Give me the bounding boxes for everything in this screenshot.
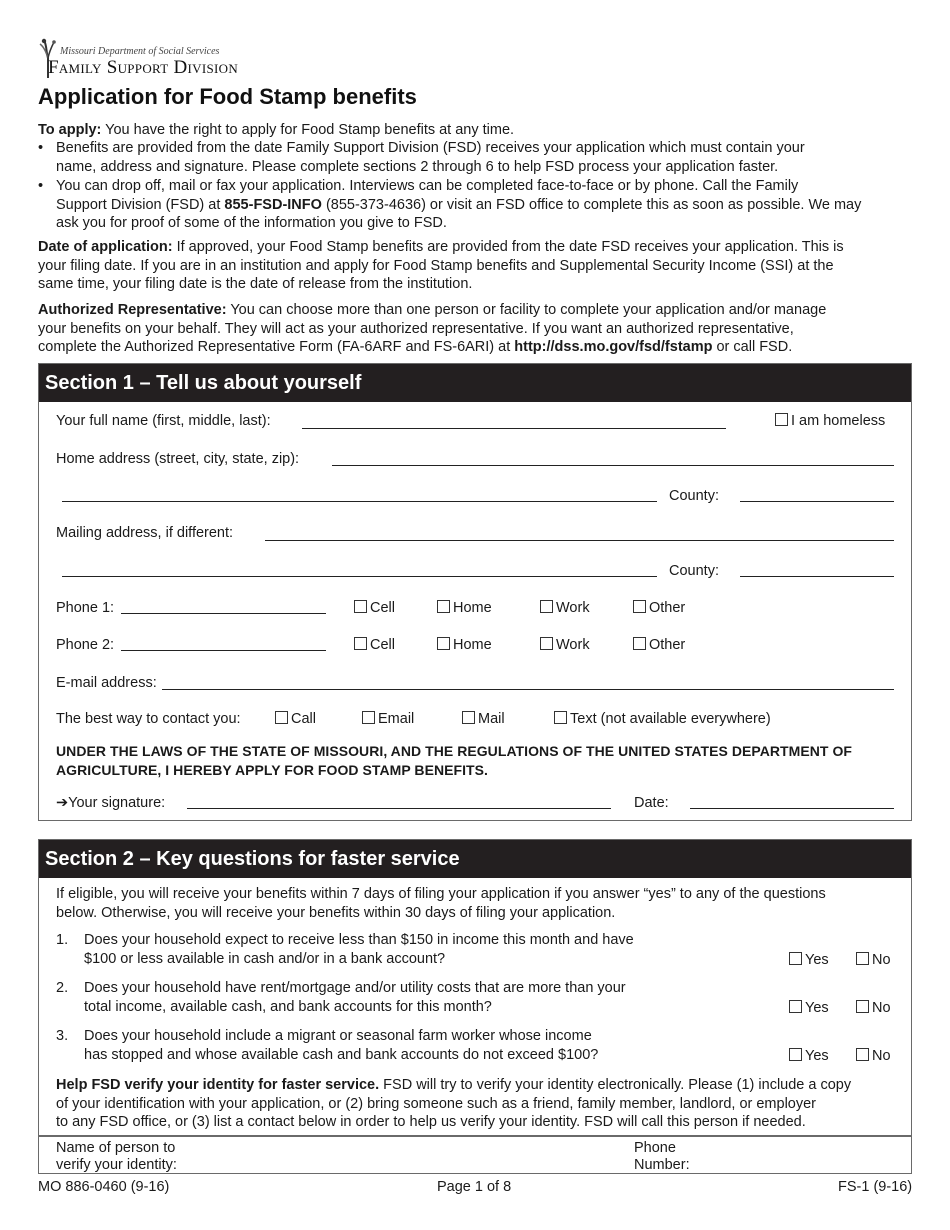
law-line2: AGRICULTURE, I HEREBY APPLY FOR FOOD STAMP BENEFITS. <box>56 761 488 778</box>
q3-yes-option[interactable] <box>789 1047 829 1066</box>
county-label: County: <box>669 563 719 579</box>
verify-name-line1: Name of person to <box>56 1140 176 1156</box>
arrow-right-icon: ➔ <box>56 795 69 811</box>
bullet-dot: • <box>38 178 44 194</box>
call-label: Call <box>291 711 316 727</box>
verify-name-line2: verify your identity: <box>56 1157 177 1173</box>
page-number: Page 1 of 8 <box>437 1179 512 1195</box>
cell-label: Cell <box>370 600 395 616</box>
home-address-field-2[interactable] <box>62 501 657 502</box>
form-number: MO 886-0460 (9-16) <box>38 1179 170 1195</box>
contact-email-option[interactable] <box>362 710 414 729</box>
verify-table-left-border <box>38 1136 39 1174</box>
verify-line3: to any FSD office, or (3) list a contact below in order to help us verify your identity. FSD will call this person if needed. <box>56 1114 806 1130</box>
yes-label: Yes <box>805 952 829 968</box>
bullet-dropoff <box>38 177 914 233</box>
verify-table-top-rule <box>38 1136 912 1137</box>
verify-table-right-border <box>911 1136 912 1174</box>
apply-text: You have the right to apply for Food Stamp benefits at any time. <box>101 122 515 138</box>
homeless-label: I am homeless <box>791 413 886 429</box>
question-2-number: 2. <box>56 980 69 996</box>
question-1 <box>84 931 634 968</box>
contact-text-option[interactable] <box>554 710 771 729</box>
homeless-option[interactable] <box>775 412 885 431</box>
section2-intro <box>56 885 826 922</box>
bullet-dot: • <box>38 140 44 156</box>
question-2-line1: Does your household have rent/mortgage and/or utility costs that are more than your <box>84 980 626 996</box>
signature-label <box>56 794 165 813</box>
full-name-field[interactable] <box>302 428 726 429</box>
verify-name-label <box>56 1140 177 1174</box>
bullet2-text-b: (855-373-4636) or visit an FSD office to complete this as soon as possible. We may <box>321 196 862 213</box>
checkbox[interactable] <box>540 600 553 613</box>
checkbox[interactable] <box>362 711 375 724</box>
bullet2-line3: ask you for proof of some of the information you give to FSD. <box>56 215 447 231</box>
rep-line3-end: or call FSD. <box>712 339 793 355</box>
mail-label: Mail <box>478 711 505 727</box>
email-label: E-mail address: <box>56 675 157 691</box>
phone1-home-option[interactable] <box>437 599 492 618</box>
rep-paragraph <box>38 301 914 357</box>
other-label: Other <box>649 600 686 616</box>
q1-no-option[interactable] <box>856 951 891 970</box>
verify-table-bottom-rule <box>38 1173 912 1174</box>
question-3-line1: Does your household include a migrant or seasonal farm worker whose income <box>84 1028 592 1044</box>
checkbox[interactable] <box>633 637 646 650</box>
question-2-line2: total income, available cash, and bank accounts for this month? <box>84 998 492 1015</box>
question-3-line2: has stopped and whose available cash and bank accounts do not exceed $100? <box>84 1046 599 1063</box>
checkbox[interactable] <box>437 600 450 613</box>
home-county-field[interactable] <box>740 501 894 502</box>
section2-intro-line1: If eligible, you will receive your benefits within 7 days of filing your application if you answer “yes” to any of the questions <box>56 886 826 902</box>
verify-phone-line1: Phone <box>634 1140 676 1156</box>
checkbox[interactable] <box>540 637 553 650</box>
checkbox[interactable] <box>354 637 367 650</box>
rep-label: Authorized Representative: <box>38 302 227 318</box>
date-field[interactable] <box>690 808 894 809</box>
phone2-cell-option[interactable] <box>354 636 395 655</box>
checkbox[interactable] <box>554 711 567 724</box>
phone1-field[interactable] <box>121 613 326 614</box>
date-line1: If approved, your Food Stamp benefits are provided from the date FSD receives your application. This is <box>172 239 844 255</box>
mailing-address-label: Mailing address, if different: <box>56 525 234 541</box>
checkbox[interactable] <box>462 711 475 724</box>
bullet2-line2 <box>56 196 914 215</box>
fsd-logo <box>38 38 308 80</box>
verify-line1: FSD will try to verify your identity electronically. Please (1) include a copy <box>379 1077 852 1093</box>
work-label: Work <box>556 637 590 653</box>
apply-paragraph <box>38 121 914 140</box>
email-option-label: Email <box>378 711 415 727</box>
bullet1-line1: Benefits are provided from the date Family Support Division (FSD) receives your application which must contain your <box>56 140 805 156</box>
email-field[interactable] <box>162 689 894 690</box>
q2-no-option[interactable] <box>856 999 891 1018</box>
form-code: FS-1 (9-16) <box>838 1179 913 1195</box>
checkbox[interactable] <box>789 1048 802 1061</box>
date-paragraph <box>38 238 914 294</box>
signature-text: Your signature: <box>68 795 166 811</box>
phone1-other-option[interactable] <box>633 599 685 618</box>
verify-line2: of your identification with your application, or (2) bring someone such as a friend, family member, landlord, or employer <box>56 1095 817 1112</box>
bullet1-line2: name, address and signature. Please complete sections 2 through 6 to help FSD process your application faster. <box>56 158 779 175</box>
verify-paragraph <box>56 1076 851 1132</box>
date-line2: your filing date. If you are in an institution and apply for Food Stamp benefits and Supplemental Security Income (SSI) at the <box>38 257 834 274</box>
verify-phone-line2: Number: <box>634 1157 690 1173</box>
work-label: Work <box>556 600 590 616</box>
home-label: Home <box>453 637 492 653</box>
checkbox[interactable] <box>633 600 646 613</box>
checkbox[interactable] <box>789 952 802 965</box>
rep-line3: complete the Authorized Representative Form (FA-6ARF and FS-6ARI) at <box>38 339 515 355</box>
department-name: Missouri Department of Social Services <box>60 46 220 57</box>
bullet2-line1: You can drop off, mail or fax your application. Interviews can be completed face-to-face or by phone. Call the Family <box>56 178 799 194</box>
question-3 <box>84 1027 598 1064</box>
checkbox[interactable] <box>789 1000 802 1013</box>
q3-no-option[interactable] <box>856 1047 891 1066</box>
cell-label: Cell <box>370 637 395 653</box>
county-label: County: <box>669 488 719 504</box>
contact-method-label: The best way to contact you: <box>56 711 241 727</box>
phone1-cell-option[interactable] <box>354 599 395 618</box>
law-statement <box>56 742 896 779</box>
page-title: Application for Food Stamp benefits <box>38 84 417 109</box>
question-1-number: 1. <box>56 932 69 948</box>
text-label: Text (not available everywhere) <box>570 711 771 727</box>
date-label: Date of application: <box>38 239 173 255</box>
question-1-line2: $100 or less available in cash and/or in a bank account? <box>84 950 446 967</box>
other-label: Other <box>649 637 686 653</box>
homeless-checkbox[interactable] <box>775 413 788 426</box>
contact-mail-option[interactable] <box>462 710 505 729</box>
no-label: No <box>872 1048 891 1064</box>
yes-label: Yes <box>805 1048 829 1064</box>
q1-yes-option[interactable] <box>789 951 829 970</box>
mailing-address-field-2[interactable] <box>62 576 657 577</box>
checkbox[interactable] <box>856 1048 869 1061</box>
verify-label: Help FSD verify your identity for faster service. <box>56 1077 380 1093</box>
bullet2-text-a: Support Division (FSD) at <box>56 196 225 213</box>
apply-label: To apply: <box>38 122 102 138</box>
mailing-address-field[interactable] <box>265 540 894 541</box>
law-line1: UNDER THE LAWS OF THE STATE OF MISSOURI, AND THE REGULATIONS OF THE UNITED STATES DEPARTMENT OF <box>56 743 853 759</box>
yes-label: Yes <box>805 1000 829 1016</box>
checkbox[interactable] <box>856 1000 869 1013</box>
phone2-other-option[interactable] <box>633 636 685 655</box>
rep-line2: your benefits on your behalf. They will act as your authorized representative. If you want an authorized representative, <box>38 320 794 337</box>
section-1-title: Section 1 – Tell us about yourself <box>39 364 911 402</box>
phone1-label: Phone 1: <box>56 600 115 616</box>
no-label: No <box>872 1000 891 1016</box>
signature-field[interactable] <box>187 808 611 809</box>
home-address-label: Home address (street, city, state, zip): <box>56 451 300 467</box>
checkbox[interactable] <box>275 711 288 724</box>
checkbox[interactable] <box>354 600 367 613</box>
checkbox[interactable] <box>437 637 450 650</box>
home-label: Home <box>453 600 492 616</box>
full-name-label: Your full name (first, middle, last): <box>56 413 271 429</box>
rep-line1: You can choose more than one person or facility to complete your application and/or manage <box>226 302 827 318</box>
checkbox[interactable] <box>856 952 869 965</box>
phone1-work-option[interactable] <box>540 599 590 618</box>
section-2-title: Section 2 – Key questions for faster service <box>39 840 911 878</box>
section2-intro-line2: below. Otherwise, you will receive your benefits within 30 days of filing your application. <box>56 904 616 921</box>
date-line3: same time, your filing date is the date of release from the institution. <box>38 276 473 292</box>
rep-url-link[interactable]: http://dss.mo.gov/fsd/fstamp <box>514 339 713 355</box>
contact-call-option[interactable] <box>275 710 316 729</box>
q2-yes-option[interactable] <box>789 999 829 1018</box>
phone2-work-option[interactable] <box>540 636 590 655</box>
phone2-home-option[interactable] <box>437 636 492 655</box>
division-name: Family Support Division <box>48 57 239 78</box>
fsd-phone: 855-FSD-INFO <box>224 196 322 213</box>
phone2-field[interactable] <box>121 650 326 651</box>
mailing-county-field[interactable] <box>740 576 894 577</box>
question-3-number: 3. <box>56 1028 69 1044</box>
bullet-benefits <box>38 139 914 176</box>
verify-phone-label <box>634 1140 690 1174</box>
home-address-field[interactable] <box>332 465 894 466</box>
date-label: Date: <box>634 795 669 811</box>
question-2 <box>84 979 626 1016</box>
question-1-line1: Does your household expect to receive less than $150 in income this month and have <box>84 932 634 948</box>
no-label: No <box>872 952 891 968</box>
phone2-label: Phone 2: <box>56 637 115 653</box>
